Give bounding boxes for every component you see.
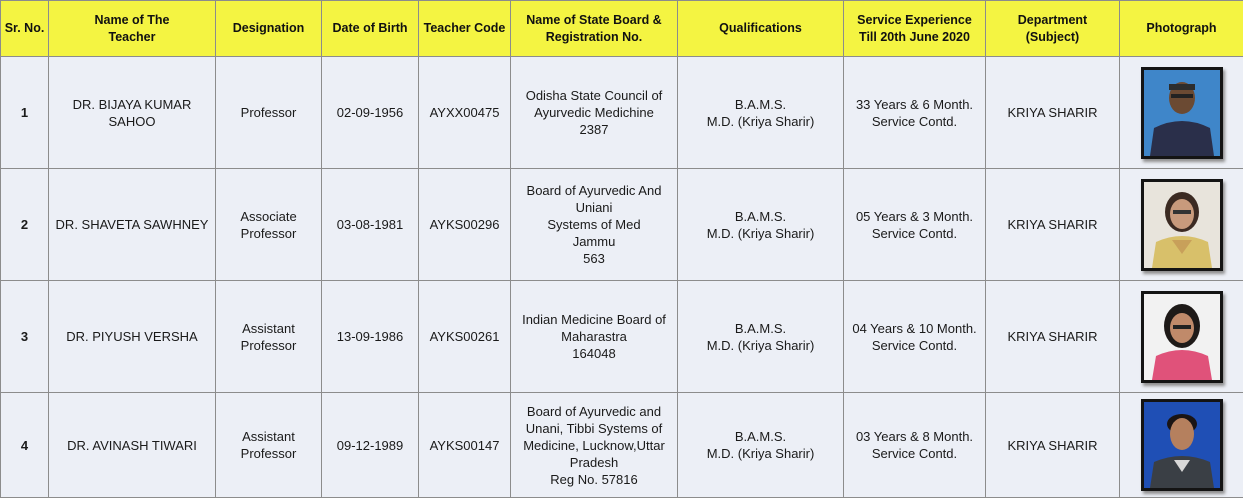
cell-state-board: Odisha State Council of Ayurvedic Medichine 2387 — [511, 57, 678, 169]
header-service-experience: Service Experience Till 20th June 2020 — [844, 1, 986, 57]
header-name: Name of The Teacher — [49, 1, 216, 57]
cell-teacher-code: AYKS00147 — [419, 393, 511, 498]
cell-sr-no: 2 — [1, 169, 49, 281]
cell-teacher-name: DR. BIJAYA KUMAR SAHOO — [49, 57, 216, 169]
teacher-photo — [1141, 179, 1223, 271]
teacher-photo — [1141, 399, 1223, 491]
header-department: Department (Subject) — [986, 1, 1120, 57]
cell-department: KRIYA SHARIR — [986, 393, 1120, 498]
cell-photograph — [1120, 393, 1243, 498]
cell-teacher-code: AYKS00296 — [419, 169, 511, 281]
table-row — [1, 57, 1243, 169]
cell-photograph — [1120, 281, 1243, 393]
cell-sr-no: 1 — [1, 57, 49, 169]
header-qualifications: Qualifications — [678, 1, 844, 57]
header-row — [1, 1, 1243, 57]
cell-photograph — [1120, 169, 1243, 281]
cell-photograph — [1120, 57, 1243, 169]
header-sr-no: Sr. No. — [1, 1, 49, 57]
cell-service-experience: 03 Years & 8 Month. Service Contd. — [844, 393, 986, 498]
cell-qualifications: B.A.M.S. M.D. (Kriya Sharir) — [678, 169, 844, 281]
header-teacher-code: Teacher Code — [419, 1, 511, 57]
cell-dob: 03-08-1981 — [322, 169, 419, 281]
cell-designation: Assistant Professor — [216, 393, 322, 498]
cell-state-board: Board of Ayurvedic And Uniani Systems of Med Jammu 563 — [511, 169, 678, 281]
cell-state-board: Board of Ayurvedic and Unani, Tibbi Systems of Medicine, Lucknow,Uttar Pradesh Reg No. 57816 — [511, 393, 678, 498]
cell-service-experience: 33 Years & 6 Month. Service Contd. — [844, 57, 986, 169]
cell-qualifications: B.A.M.S. M.D. (Kriya Sharir) — [678, 393, 844, 498]
cell-sr-no: 4 — [1, 393, 49, 498]
cell-designation: Associate Professor — [216, 169, 322, 281]
table-row — [1, 393, 1243, 498]
cell-qualifications: B.A.M.S. M.D. (Kriya Sharir) — [678, 281, 844, 393]
cell-service-experience: 04 Years & 10 Month. Service Contd. — [844, 281, 986, 393]
header-photograph: Photograph — [1120, 1, 1243, 57]
header-state-board: Name of State Board & Registration No. — [511, 1, 678, 57]
header-designation: Designation — [216, 1, 322, 57]
header-dob: Date of Birth — [322, 1, 419, 57]
cell-teacher-code: AYXX00475 — [419, 57, 511, 169]
cell-sr-no: 3 — [1, 281, 49, 393]
cell-teacher-code: AYKS00261 — [419, 281, 511, 393]
cell-teacher-name: DR. SHAVETA SAWHNEY — [49, 169, 216, 281]
cell-dob: 09-12-1989 — [322, 393, 419, 498]
cell-service-experience: 05 Years & 3 Month. Service Contd. — [844, 169, 986, 281]
cell-designation: Assistant Professor — [216, 281, 322, 393]
teacher-photo — [1141, 67, 1223, 159]
cell-dob: 02-09-1956 — [322, 57, 419, 169]
cell-state-board: Indian Medicine Board of Maharastra 164048 — [511, 281, 678, 393]
table-row — [1, 281, 1243, 393]
cell-teacher-name: DR. AVINASH TIWARI — [49, 393, 216, 498]
cell-department: KRIYA SHARIR — [986, 281, 1120, 393]
cell-department: KRIYA SHARIR — [986, 169, 1120, 281]
cell-department: KRIYA SHARIR — [986, 57, 1120, 169]
teacher-photo — [1141, 291, 1223, 383]
cell-teacher-name: DR. PIYUSH VERSHA — [49, 281, 216, 393]
cell-qualifications: B.A.M.S. M.D. (Kriya Sharir) — [678, 57, 844, 169]
cell-designation: Professor — [216, 57, 322, 169]
cell-dob: 13-09-1986 — [322, 281, 419, 393]
table-row — [1, 169, 1243, 281]
